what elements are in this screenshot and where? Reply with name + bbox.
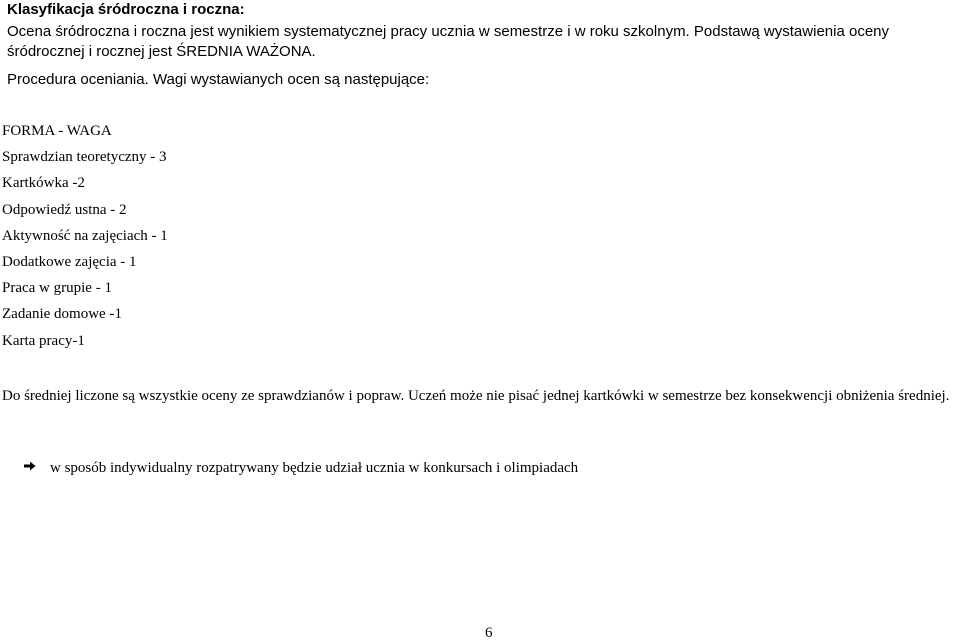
procedure-label: Procedura oceniania. [7,71,149,88]
weight-item: Karta pracy-1 [2,332,85,349]
weight-item: Zadanie domowe -1 [2,306,122,323]
weight-item: Sprawdzian teoretyczny - 3 [2,149,167,166]
intro-paragraph [7,22,957,62]
weights-header: FORMA - WAGA [2,123,112,139]
weight-item: Kartkówka -2 [2,175,85,192]
bullet-text: w sposób indywidualny rozpatrywany będzie udział ucznia w konkursach i olimpiadach [50,460,579,476]
average-note [2,386,958,406]
intro-text: Ocena śródroczna i roczna jest wynikiem systematycznej pracy ucznia w semestrze i w roku szkolnym. Podstawą wystawienia oceny śródrocznej i rocznej jest ŚREDNIA WAŻONA. [7,23,889,60]
arrow-right-icon [24,458,50,478]
weight-item: Praca w grupie - 1 [2,280,112,297]
weight-item: Aktywność na zajęciach - 1 [2,227,168,244]
procedure-line [7,70,429,90]
page-number: 6 [485,625,493,641]
section-heading: Klasyfikacja śródroczna i roczna: [7,1,245,18]
weights-list [2,121,168,357]
average-note-text: Do średniej liczone są wszystkie oceny ze sprawdzianów i popraw. Uczeń może nie pisać jednej kartkówki w semestrze bez konsekwencji obniżenia średniej. [2,388,950,404]
procedure-text: Wagi wystawianych ocen są następujące: [152,71,430,88]
weight-item: Odpowiedź ustna - 2 [2,201,127,218]
bullet-item [24,458,578,478]
weight-item: Dodatkowe zajęcia - 1 [2,253,137,270]
